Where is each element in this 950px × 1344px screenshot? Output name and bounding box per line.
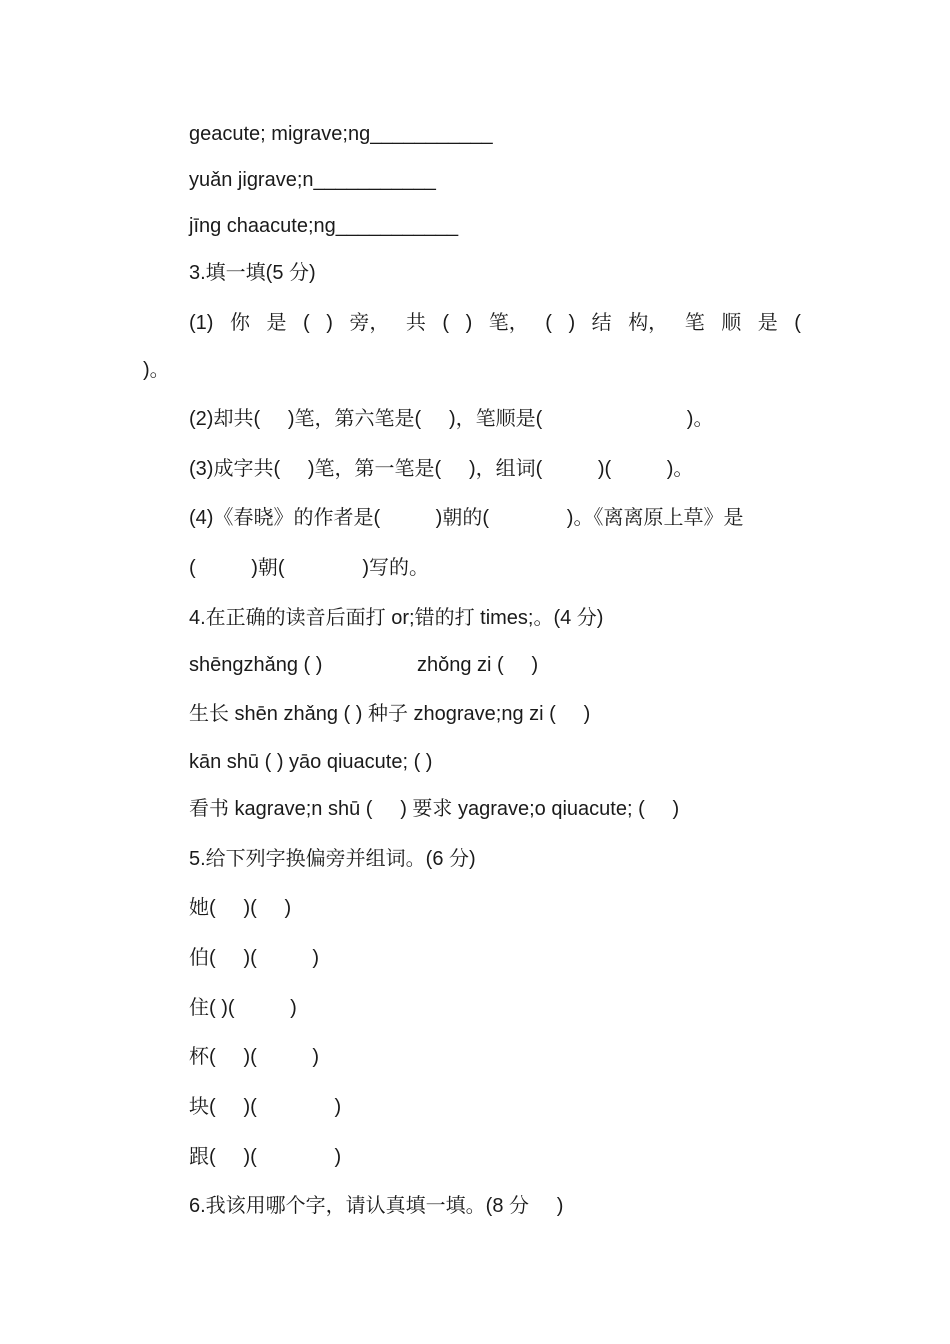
q3-1-part: (1) <box>189 312 214 334</box>
section-6-heading: 6.我该用哪个字，请认真填一填。(8 分 ) <box>189 1195 564 1217</box>
radical-item-1: 她( )( ) <box>189 897 292 919</box>
question-3-2: (2)却共( )笔，第六笔是( )，笔顺是( )。 <box>189 408 714 430</box>
q3-1-part: ) <box>568 312 576 334</box>
q3-1-part: ( <box>442 312 450 334</box>
q3-1-part: ( <box>794 312 801 334</box>
section-5-heading: 5.给下列字换偏旁并组词。(6 分) <box>189 848 476 870</box>
radical-item-4: 杯( )( ) <box>189 1046 319 1068</box>
q3-1-part: 笔， <box>488 312 529 334</box>
radical-item-5: 块( )( ) <box>189 1096 342 1118</box>
pinyin-row-2: kān shū ( ) yāo qiuacute; ( ) <box>189 751 433 773</box>
q3-1-part: ) <box>326 312 333 334</box>
question-3-1-continuation: )。 <box>143 359 170 381</box>
q3-1-part: 笔 <box>684 312 705 334</box>
q3-1-part: 结 <box>591 312 612 334</box>
question-3-4-continuation: ( )朝( )写的。 <box>189 557 429 579</box>
radical-item-3: 住( )( ) <box>189 997 297 1019</box>
q3-1-part: 构， <box>628 312 669 334</box>
q3-1-part: 共 <box>405 312 426 334</box>
question-3-3: (3)成字共( )笔，第一笔是( )，组词( )( )。 <box>189 458 694 480</box>
q3-1-part: ( <box>303 312 310 334</box>
radical-item-2: 伯( )( ) <box>189 947 319 969</box>
section-4-heading: 4.在正确的读音后面打 or;错的打 times;。(4 分) <box>189 607 604 629</box>
reading-row-1: 生长 shēn zhǎng ( ) 种子 zhograve;ng zi ( ) <box>189 703 591 725</box>
q3-1-part: 顺 <box>721 312 742 334</box>
radical-item-6: 跟( )( ) <box>189 1146 342 1168</box>
pinyin-option-a: shēngzhǎng ( ) <box>189 654 323 676</box>
q3-1-part: 是 <box>757 312 778 334</box>
pinyin-line-2: yuǎn jigrave;n___________ <box>189 169 436 191</box>
pinyin-option-b: zhǒng zi ( ) <box>417 654 539 676</box>
pinyin-line-3: jīng chaacute;ng___________ <box>189 215 459 237</box>
section-3-heading: 3.填一填(5 分) <box>189 262 316 284</box>
q3-1-part: 是 <box>266 312 287 334</box>
q3-1-part: 你 <box>229 312 250 334</box>
question-3-1 <box>189 309 801 337</box>
q3-1-part: ) <box>465 312 473 334</box>
q3-1-part: 旁， <box>349 312 390 334</box>
pinyin-line-1: geacute; migrave;ng___________ <box>189 123 493 145</box>
q3-1-part: ( <box>545 312 552 334</box>
question-3-4: (4)《春晓》的作者是( )朝的( )。《离离原上草》是 <box>189 507 744 529</box>
reading-row-2: 看书 kagrave;n shū ( ) 要求 yagrave;o qiuacute; ( ) <box>189 798 680 820</box>
